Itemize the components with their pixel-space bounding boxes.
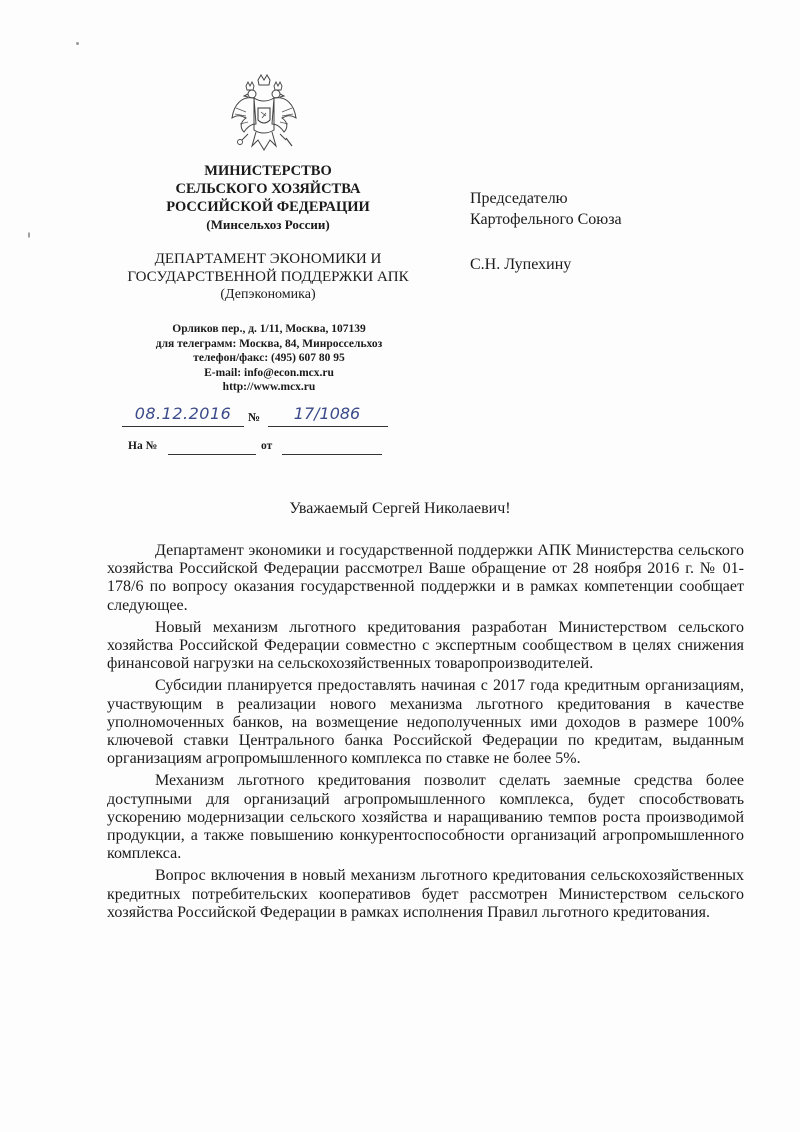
- address-line: телефон/факс: (495) 607 80 95: [193, 352, 345, 365]
- body-paragraph: Механизм льготного кредитования позволит сделать заемные средства более доступными для организаций агропромышленного комплекса, будет способствовать ускорению модернизации сельского хозяйства и наращиванию темпов роста производимой продукции, а также повышению конкурентоспособности организаций агропромышленного комплекса.: [107, 772, 744, 863]
- recipient-name: С.Н. Лупехину: [470, 256, 572, 273]
- department-name-block: [100, 250, 436, 304]
- registration-line: [118, 404, 418, 432]
- address-block: [110, 322, 428, 395]
- body-paragraph: Субсидии планируется предоставлять начиная с 2017 года кредитным организациям, участвующим в реализации нового механизма льготного кредитования в качестве уполномоченных банков, на возмещение недополученных ими доходов в размере 100% ключевой ставки Центрального банка Российской Федерации по кредитам, выданным организациям агропромышленного комплекса по ставке не более 5%.: [107, 677, 744, 768]
- scan-speck: [28, 232, 30, 238]
- salutation: Уважаемый Сергей Николаевич!: [289, 500, 511, 517]
- reference-number-blank: [168, 454, 256, 455]
- recipient-block: [470, 188, 770, 275]
- address-line: http://www.mcx.ru: [222, 381, 316, 394]
- address-line: E-mail: info@econ.mcx.ru: [204, 366, 334, 379]
- recipient-position: Председателю: [470, 190, 568, 207]
- registration-date: 08.12.2016: [134, 404, 232, 423]
- body-paragraph: Департамент экономики и государственной поддержки АПК Министерства сельского хозяйства Российской Федерации рассмотрел Ваше обращение от 28 ноября 2016 г. № 01-178/6 по вопросу оказания государственной поддержки и в рамках компетенции сообщает следующее.: [107, 542, 744, 614]
- registration-number: 17/1086: [293, 404, 361, 423]
- number-sign: №: [248, 410, 261, 424]
- address-line: Орликов пер., д. 1/11, Москва, 107139: [172, 323, 366, 335]
- letter-body: [107, 542, 744, 926]
- reference-date-label: от: [261, 440, 273, 452]
- scan-speck: [76, 42, 79, 45]
- body-paragraph: Вопрос включения в новый механизм льготного кредитования сельскохозяйственных кредитных потребительских кооперативов будет рассмотрен Министерством сельского хозяйства Российской Федерации в рамках исполнения Правил льготного кредитования.: [107, 867, 744, 921]
- reference-date-blank: [282, 454, 382, 455]
- address-line: для телеграмм: Москва, 84, Минроссельхоз: [155, 337, 383, 350]
- recipient-organization: Картофельного Союза: [470, 211, 622, 228]
- coat-of-arms-emblem: [228, 74, 300, 156]
- department-line: ГОСУДАРСТВЕННОЙ ПОДДЕРЖКИ АПК: [127, 269, 409, 285]
- department-short-name: (Депэкономика): [220, 287, 316, 302]
- ministry-short-name: (Минсельхоз России): [206, 217, 330, 232]
- number-underline: [268, 426, 388, 427]
- ministry-name-block: [118, 162, 418, 234]
- department-line: ДЕПАРТАМЕНТ ЭКОНОМИКИ И: [154, 251, 382, 267]
- reference-number-label: На №: [128, 440, 158, 452]
- body-paragraph: Новый механизм льготного кредитования разработан Министерством сельского хозяйства Российской Федерации совместно с экспертным сообществом в целях снижения финансовой нагрузки на сельскохозяйственных товаропроизводителей.: [107, 618, 744, 673]
- ministry-line: СЕЛЬСКОГО ХОЗЯЙСТВА: [175, 181, 361, 197]
- ministry-line: МИНИСТЕРСТВО: [204, 163, 332, 179]
- reference-line: [118, 440, 418, 458]
- date-underline: [122, 426, 244, 427]
- ministry-line: РОССИЙСКОЙ ФЕДЕРАЦИИ: [166, 199, 370, 215]
